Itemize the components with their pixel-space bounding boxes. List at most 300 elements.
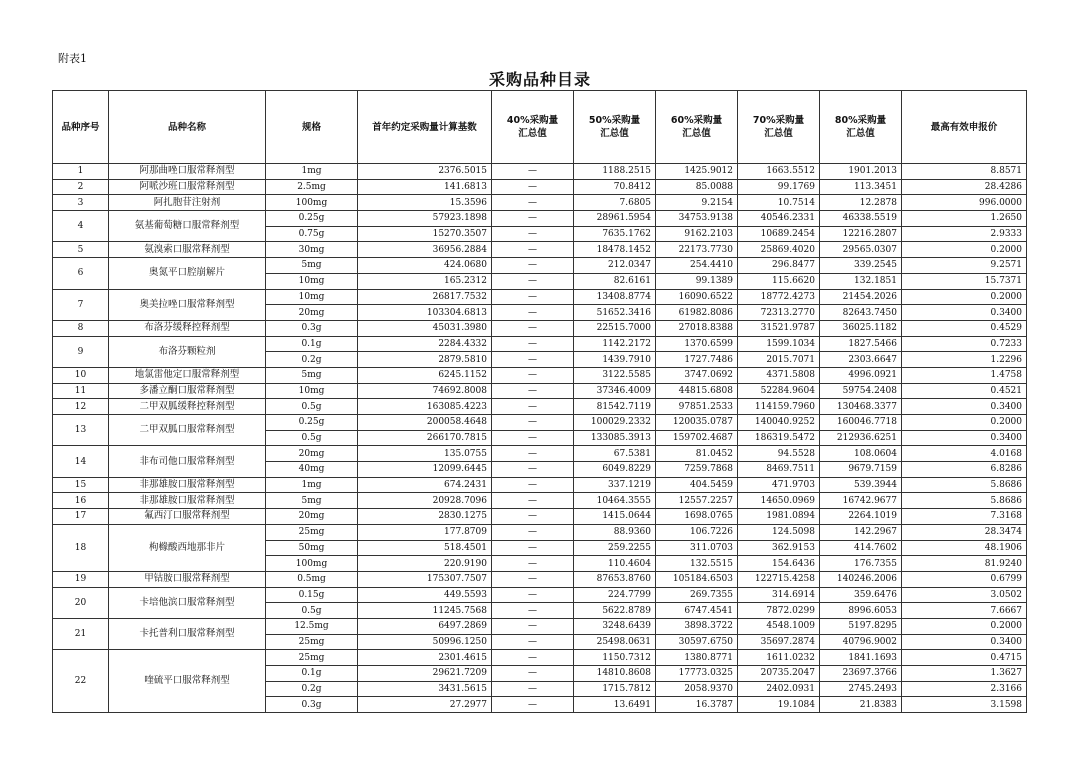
product-name: 阿哌沙班口服常释剂型: [109, 179, 266, 195]
p50-cell: 14810.8608: [574, 666, 656, 682]
product-no: 7: [53, 289, 109, 320]
p80-cell: 16742.9677: [820, 493, 902, 509]
base-cell: 36956.2884: [358, 242, 492, 258]
table-row: [53, 415, 1027, 431]
spec-cell: 20mg: [266, 305, 358, 321]
header-p50: 50%采购量 汇总值: [574, 91, 656, 164]
p40-cell: —: [492, 477, 574, 493]
base-cell: 177.8709: [358, 524, 492, 540]
base-cell: 2301.4615: [358, 650, 492, 666]
p40-cell: —: [492, 179, 574, 195]
p50-cell: 224.7799: [574, 587, 656, 603]
p60-cell: 159702.4687: [656, 430, 738, 446]
spec-cell: 5mg: [266, 258, 358, 274]
p70-cell: 471.9703: [738, 477, 820, 493]
price-cell: 0.7233: [902, 336, 1027, 352]
spec-cell: 40mg: [266, 462, 358, 478]
header-name: 品种名称: [109, 91, 266, 164]
p40-cell: —: [492, 226, 574, 242]
header-row: [53, 91, 1027, 164]
p80-cell: 108.0604: [820, 446, 902, 462]
p40-cell: —: [492, 603, 574, 619]
p60-cell: 16.3787: [656, 697, 738, 713]
table-row: [53, 195, 1027, 211]
p80-cell: 113.3451: [820, 179, 902, 195]
table-row: [53, 571, 1027, 587]
table-row: [53, 650, 1027, 666]
p80-cell: 142.2967: [820, 524, 902, 540]
product-no: 14: [53, 446, 109, 477]
p70-cell: 10.7514: [738, 195, 820, 211]
p80-cell: 5197.8295: [820, 618, 902, 634]
product-name: 氟西汀口服常释剂型: [109, 509, 266, 525]
p40-cell: —: [492, 258, 574, 274]
product-no: 22: [53, 650, 109, 713]
p80-cell: 1901.2013: [820, 164, 902, 180]
p40-cell: —: [492, 415, 574, 431]
p50-cell: 212.0347: [574, 258, 656, 274]
p60-cell: 269.7355: [656, 587, 738, 603]
p50-cell: 28961.5954: [574, 211, 656, 227]
p80-cell: 130468.3377: [820, 399, 902, 415]
product-name: 枸橼酸西地那非片: [109, 524, 266, 571]
spec-cell: 0.75g: [266, 226, 358, 242]
product-no: 4: [53, 211, 109, 242]
p60-cell: 27018.8388: [656, 320, 738, 336]
p50-cell: 259.2255: [574, 540, 656, 556]
p60-cell: 7259.7868: [656, 462, 738, 478]
spec-cell: 0.5mg: [266, 571, 358, 587]
product-name: 布洛芬缓释控释剂型: [109, 320, 266, 336]
p70-cell: 314.6914: [738, 587, 820, 603]
p70-cell: 115.6620: [738, 273, 820, 289]
base-cell: 163085.4223: [358, 399, 492, 415]
p50-cell: 7635.1762: [574, 226, 656, 242]
product-no: 11: [53, 383, 109, 399]
header-p40: 40%采购量 汇总值: [492, 91, 574, 164]
p40-cell: —: [492, 697, 574, 713]
price-cell: 81.9240: [902, 556, 1027, 572]
p40-cell: —: [492, 556, 574, 572]
p60-cell: 17773.0325: [656, 666, 738, 682]
spec-cell: 5mg: [266, 493, 358, 509]
spec-cell: 0.2g: [266, 681, 358, 697]
product-no: 12: [53, 399, 109, 415]
base-cell: 141.6813: [358, 179, 492, 195]
spec-cell: 30mg: [266, 242, 358, 258]
base-cell: 45031.3980: [358, 320, 492, 336]
p50-cell: 87653.8760: [574, 571, 656, 587]
spec-cell: 25mg: [266, 634, 358, 650]
p50-cell: 25498.0631: [574, 634, 656, 650]
p70-cell: 124.5098: [738, 524, 820, 540]
p40-cell: —: [492, 509, 574, 525]
p80-cell: 46338.5519: [820, 211, 902, 227]
price-cell: 9.2571: [902, 258, 1027, 274]
base-cell: 2284.4332: [358, 336, 492, 352]
p40-cell: —: [492, 540, 574, 556]
product-name: 奥美拉唑口服常释剂型: [109, 289, 266, 320]
p50-cell: 1715.7812: [574, 681, 656, 697]
price-cell: 1.2296: [902, 352, 1027, 368]
price-cell: 0.4715: [902, 650, 1027, 666]
p80-cell: 2264.1019: [820, 509, 902, 525]
header-p80: 80%采购量 汇总值: [820, 91, 902, 164]
product-no: 19: [53, 571, 109, 587]
table-row: [53, 258, 1027, 274]
base-cell: 57923.1898: [358, 211, 492, 227]
p50-cell: 3122.5585: [574, 367, 656, 383]
p80-cell: 23697.3766: [820, 666, 902, 682]
spec-cell: 12.5mg: [266, 618, 358, 634]
product-name: 二甲双胍缓释控释剂型: [109, 399, 266, 415]
price-cell: 0.2000: [902, 289, 1027, 305]
p50-cell: 6049.8229: [574, 462, 656, 478]
product-no: 20: [53, 587, 109, 618]
spec-cell: 0.3g: [266, 320, 358, 336]
p60-cell: 12557.2257: [656, 493, 738, 509]
p80-cell: 176.7355: [820, 556, 902, 572]
p70-cell: 4548.1009: [738, 618, 820, 634]
p40-cell: —: [492, 336, 574, 352]
product-no: 15: [53, 477, 109, 493]
price-cell: 2.9333: [902, 226, 1027, 242]
p40-cell: —: [492, 289, 574, 305]
spec-cell: 10mg: [266, 383, 358, 399]
product-no: 3: [53, 195, 109, 211]
p70-cell: 31521.9787: [738, 320, 820, 336]
p80-cell: 12216.2807: [820, 226, 902, 242]
base-cell: 449.5593: [358, 587, 492, 603]
table-row: [53, 336, 1027, 352]
p50-cell: 1142.2172: [574, 336, 656, 352]
spec-cell: 5mg: [266, 367, 358, 383]
p80-cell: 1841.1693: [820, 650, 902, 666]
p50-cell: 13408.8774: [574, 289, 656, 305]
p70-cell: 122715.4258: [738, 571, 820, 587]
p60-cell: 99.1389: [656, 273, 738, 289]
base-cell: 15270.3507: [358, 226, 492, 242]
p40-cell: —: [492, 367, 574, 383]
p60-cell: 120035.0787: [656, 415, 738, 431]
p60-cell: 6747.4541: [656, 603, 738, 619]
p60-cell: 22173.7730: [656, 242, 738, 258]
p60-cell: 9.2154: [656, 195, 738, 211]
product-no: 16: [53, 493, 109, 509]
p70-cell: 1599.1034: [738, 336, 820, 352]
spec-cell: 100mg: [266, 556, 358, 572]
p60-cell: 61982.8086: [656, 305, 738, 321]
p80-cell: 36025.1182: [820, 320, 902, 336]
price-cell: 28.4286: [902, 179, 1027, 195]
spec-cell: 0.5g: [266, 399, 358, 415]
price-cell: 3.0502: [902, 587, 1027, 603]
price-cell: 0.3400: [902, 305, 1027, 321]
product-no: 13: [53, 415, 109, 446]
p40-cell: —: [492, 462, 574, 478]
p50-cell: 110.4604: [574, 556, 656, 572]
product-no: 6: [53, 258, 109, 289]
p50-cell: 70.8412: [574, 179, 656, 195]
p80-cell: 9679.7159: [820, 462, 902, 478]
procurement-table: [52, 90, 1027, 713]
base-cell: 674.2431: [358, 477, 492, 493]
product-name: 非布司他口服常释剂型: [109, 446, 266, 477]
p80-cell: 2303.6647: [820, 352, 902, 368]
p70-cell: 10689.2454: [738, 226, 820, 242]
price-cell: 0.4521: [902, 383, 1027, 399]
price-cell: 0.2000: [902, 242, 1027, 258]
table-row: [53, 493, 1027, 509]
spec-cell: 2.5mg: [266, 179, 358, 195]
product-no: 17: [53, 509, 109, 525]
product-no: 1: [53, 164, 109, 180]
p40-cell: —: [492, 650, 574, 666]
base-cell: 2376.5015: [358, 164, 492, 180]
p50-cell: 81542.7119: [574, 399, 656, 415]
p50-cell: 88.9360: [574, 524, 656, 540]
p60-cell: 16090.6522: [656, 289, 738, 305]
product-name: 氨溴索口服常释剂型: [109, 242, 266, 258]
p70-cell: 4371.5808: [738, 367, 820, 383]
p50-cell: 37346.4009: [574, 383, 656, 399]
table-row: [53, 320, 1027, 336]
p80-cell: 359.6476: [820, 587, 902, 603]
table-row: [53, 242, 1027, 258]
p50-cell: 3248.6439: [574, 618, 656, 634]
p60-cell: 105184.6503: [656, 571, 738, 587]
p60-cell: 1698.0765: [656, 509, 738, 525]
base-cell: 12099.6445: [358, 462, 492, 478]
spec-cell: 20mg: [266, 509, 358, 525]
spec-cell: 1mg: [266, 164, 358, 180]
p40-cell: —: [492, 634, 574, 650]
price-cell: 0.3400: [902, 634, 1027, 650]
product-no: 21: [53, 618, 109, 649]
p80-cell: 140246.2006: [820, 571, 902, 587]
base-cell: 20928.7096: [358, 493, 492, 509]
p60-cell: 1425.9012: [656, 164, 738, 180]
p80-cell: 212936.6251: [820, 430, 902, 446]
price-cell: 1.4758: [902, 367, 1027, 383]
spec-cell: 0.25g: [266, 415, 358, 431]
product-name: 非那雄胺口服常释剂型: [109, 493, 266, 509]
table-row: [53, 399, 1027, 415]
p60-cell: 3898.3722: [656, 618, 738, 634]
p40-cell: —: [492, 430, 574, 446]
price-cell: 7.3168: [902, 509, 1027, 525]
p60-cell: 404.5459: [656, 477, 738, 493]
price-cell: 48.1906: [902, 540, 1027, 556]
page-title: 采购品种目录: [488, 70, 591, 89]
p50-cell: 22515.7000: [574, 320, 656, 336]
product-name: 多潘立酮口服常释剂型: [109, 383, 266, 399]
p80-cell: 539.3944: [820, 477, 902, 493]
price-cell: 3.1598: [902, 697, 1027, 713]
spec-cell: 100mg: [266, 195, 358, 211]
product-no: 8: [53, 320, 109, 336]
p50-cell: 67.5381: [574, 446, 656, 462]
table-row: [53, 477, 1027, 493]
p80-cell: 160046.7718: [820, 415, 902, 431]
table-row: [53, 289, 1027, 305]
p80-cell: 2745.2493: [820, 681, 902, 697]
p70-cell: 40546.2331: [738, 211, 820, 227]
appendix-label: 附表1: [58, 52, 87, 65]
base-cell: 27.2977: [358, 697, 492, 713]
p50-cell: 1188.2515: [574, 164, 656, 180]
product-name: 氨基葡萄糖口服常释剂型: [109, 211, 266, 242]
p80-cell: 12.2878: [820, 195, 902, 211]
p70-cell: 35697.2874: [738, 634, 820, 650]
product-name: 非那雄胺口服常释剂型: [109, 477, 266, 493]
p70-cell: 1663.5512: [738, 164, 820, 180]
product-no: 10: [53, 367, 109, 383]
spec-cell: 10mg: [266, 289, 358, 305]
p40-cell: —: [492, 618, 574, 634]
p40-cell: —: [492, 164, 574, 180]
p60-cell: 2058.9370: [656, 681, 738, 697]
p70-cell: 1611.0232: [738, 650, 820, 666]
base-cell: 103304.6813: [358, 305, 492, 321]
p40-cell: —: [492, 571, 574, 587]
p60-cell: 311.0703: [656, 540, 738, 556]
table-row: [53, 587, 1027, 603]
spec-cell: 25mg: [266, 524, 358, 540]
p60-cell: 3747.0692: [656, 367, 738, 383]
price-cell: 0.6799: [902, 571, 1027, 587]
base-cell: 424.0680: [358, 258, 492, 274]
base-cell: 2830.1275: [358, 509, 492, 525]
price-cell: 0.2000: [902, 415, 1027, 431]
p40-cell: —: [492, 399, 574, 415]
p50-cell: 18478.1452: [574, 242, 656, 258]
p40-cell: —: [492, 493, 574, 509]
header-spec: 规格: [266, 91, 358, 164]
p80-cell: 1827.5466: [820, 336, 902, 352]
p40-cell: —: [492, 383, 574, 399]
product-name: 喹硫平口服常释剂型: [109, 650, 266, 713]
p50-cell: 1415.0644: [574, 509, 656, 525]
p70-cell: 19.1084: [738, 697, 820, 713]
price-cell: 1.2650: [902, 211, 1027, 227]
p70-cell: 25869.4020: [738, 242, 820, 258]
p50-cell: 13.6491: [574, 697, 656, 713]
spec-cell: 0.5g: [266, 430, 358, 446]
price-cell: 0.3400: [902, 430, 1027, 446]
base-cell: 29621.7209: [358, 666, 492, 682]
base-cell: 518.4501: [358, 540, 492, 556]
p60-cell: 1380.8771: [656, 650, 738, 666]
p40-cell: —: [492, 587, 574, 603]
price-cell: 4.0168: [902, 446, 1027, 462]
p70-cell: 14650.0969: [738, 493, 820, 509]
p50-cell: 133085.3913: [574, 430, 656, 446]
product-name: 奥氮平口腔崩解片: [109, 258, 266, 289]
base-cell: 175307.7507: [358, 571, 492, 587]
p80-cell: 82643.7450: [820, 305, 902, 321]
p40-cell: —: [492, 273, 574, 289]
base-cell: 3431.5615: [358, 681, 492, 697]
p70-cell: 7872.0299: [738, 603, 820, 619]
p70-cell: 2015.7071: [738, 352, 820, 368]
p40-cell: —: [492, 305, 574, 321]
base-cell: 15.3596: [358, 195, 492, 211]
p60-cell: 254.4410: [656, 258, 738, 274]
p70-cell: 8469.7511: [738, 462, 820, 478]
spec-cell: 50mg: [266, 540, 358, 556]
product-name: 卡托普利口服常释剂型: [109, 618, 266, 649]
p60-cell: 81.0452: [656, 446, 738, 462]
price-cell: 0.4529: [902, 320, 1027, 336]
p60-cell: 97851.2533: [656, 399, 738, 415]
p70-cell: 140040.9252: [738, 415, 820, 431]
p50-cell: 100029.2332: [574, 415, 656, 431]
p60-cell: 1727.7486: [656, 352, 738, 368]
table-body: [53, 164, 1027, 713]
spec-cell: 0.25g: [266, 211, 358, 227]
product-no: 18: [53, 524, 109, 571]
base-cell: 135.0755: [358, 446, 492, 462]
price-cell: 6.8286: [902, 462, 1027, 478]
price-cell: 8.8571: [902, 164, 1027, 180]
p70-cell: 99.1769: [738, 179, 820, 195]
p80-cell: 40796.9002: [820, 634, 902, 650]
product-name: 地氯雷他定口服常释剂型: [109, 367, 266, 383]
base-cell: 26817.7532: [358, 289, 492, 305]
header-base: 首年约定采购量计算基数: [358, 91, 492, 164]
p40-cell: —: [492, 446, 574, 462]
p70-cell: 2402.0931: [738, 681, 820, 697]
product-name: 甲钴胺口服常释剂型: [109, 571, 266, 587]
table-row: [53, 211, 1027, 227]
price-cell: 1.3627: [902, 666, 1027, 682]
p40-cell: —: [492, 242, 574, 258]
spec-cell: 0.3g: [266, 697, 358, 713]
p50-cell: 1439.7910: [574, 352, 656, 368]
p60-cell: 1370.6599: [656, 336, 738, 352]
base-cell: 6245.1152: [358, 367, 492, 383]
table-row: [53, 367, 1027, 383]
p40-cell: —: [492, 320, 574, 336]
price-cell: 7.6667: [902, 603, 1027, 619]
p50-cell: 5622.8789: [574, 603, 656, 619]
p80-cell: 4996.0921: [820, 367, 902, 383]
price-cell: 5.8686: [902, 477, 1027, 493]
p60-cell: 106.7226: [656, 524, 738, 540]
header-no: 品种序号: [53, 91, 109, 164]
p80-cell: 21.8383: [820, 697, 902, 713]
spec-cell: 25mg: [266, 650, 358, 666]
p60-cell: 85.0088: [656, 179, 738, 195]
p70-cell: 296.8477: [738, 258, 820, 274]
p60-cell: 132.5515: [656, 556, 738, 572]
header-p60: 60%采购量 汇总值: [656, 91, 738, 164]
spec-cell: 0.1g: [266, 666, 358, 682]
p80-cell: 21454.2026: [820, 289, 902, 305]
p70-cell: 362.9153: [738, 540, 820, 556]
table-row: [53, 509, 1027, 525]
price-cell: 5.8686: [902, 493, 1027, 509]
p80-cell: 59754.2408: [820, 383, 902, 399]
table-row: [53, 383, 1027, 399]
p70-cell: 72313.2770: [738, 305, 820, 321]
p50-cell: 82.6161: [574, 273, 656, 289]
spec-cell: 20mg: [266, 446, 358, 462]
p70-cell: 1981.0894: [738, 509, 820, 525]
product-name: 卡培他滨口服常释剂型: [109, 587, 266, 618]
product-no: 5: [53, 242, 109, 258]
